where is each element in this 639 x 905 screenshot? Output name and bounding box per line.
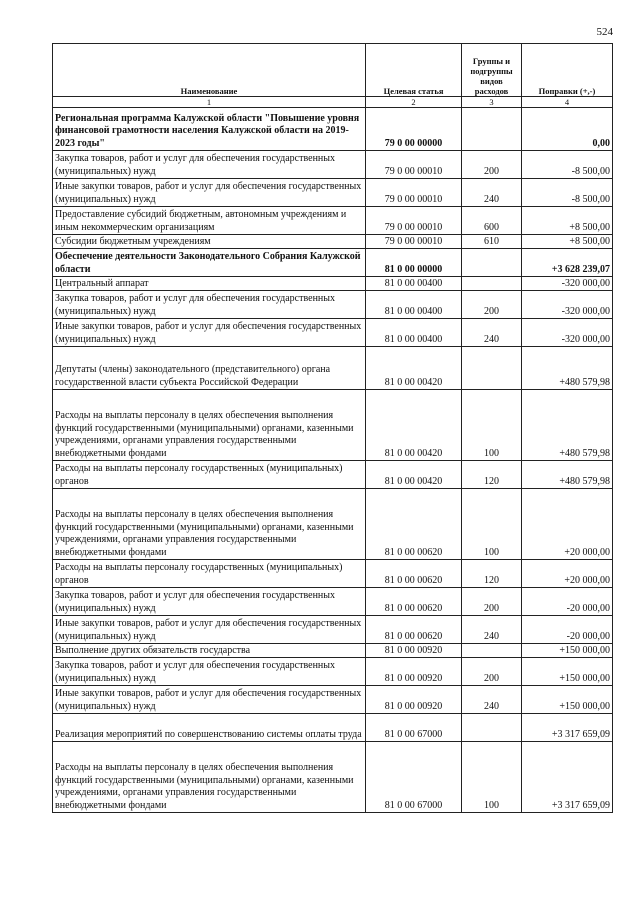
row-name: Выполнение других обязательств государства xyxy=(53,644,366,658)
row-name: Иные закупки товаров, работ и услуг для обеспечения государственных (муниципальных) нужд xyxy=(53,686,366,714)
row-target-article: 79 0 00 00000 xyxy=(366,108,462,151)
row-name: Расходы на выплаты персоналу в целях обеспечения выполнения функций государственными (муниципальными) органами, казенными учреждениями, органами управления государственными внебюджетными фондами xyxy=(53,390,366,461)
row-name: Предоставление субсидий бюджетным, автономным учреждениям и иным некоммерческим организациям xyxy=(53,207,366,235)
row-amendment: 0,00 xyxy=(522,108,613,151)
row-expense-group: 120 xyxy=(462,461,522,489)
table-row xyxy=(53,347,613,390)
row-amendment: -8 500,00 xyxy=(522,151,613,179)
row-expense-group: 100 xyxy=(462,390,522,461)
row-target-article: 81 0 00 00400 xyxy=(366,277,462,291)
row-expense-group: 100 xyxy=(462,742,522,813)
row-name: Расходы на выплаты персоналу государственных (муниципальных) органов xyxy=(53,461,366,489)
row-name: Субсидии бюджетным учреждениям xyxy=(53,235,366,249)
row-expense-group: 200 xyxy=(462,291,522,319)
row-amendment: +20 000,00 xyxy=(522,560,613,588)
row-expense-group: 100 xyxy=(462,489,522,560)
row-target-article: 81 0 00 00920 xyxy=(366,658,462,686)
row-name: Региональная программа Калужской области "Повышение уровня финансовой грамотности населения Калужской области на 2019-2023 годы" xyxy=(53,108,366,151)
table-row xyxy=(53,179,613,207)
row-amendment: -320 000,00 xyxy=(522,319,613,347)
row-expense-group xyxy=(462,714,522,742)
row-target-article: 81 0 00 00620 xyxy=(366,489,462,560)
row-target-article: 79 0 00 00010 xyxy=(366,207,462,235)
column-number: 2 xyxy=(366,97,462,108)
row-expense-group: 200 xyxy=(462,658,522,686)
row-expense-group: 200 xyxy=(462,588,522,616)
budget-amendments-table xyxy=(52,43,613,813)
table-row xyxy=(53,658,613,686)
table-row xyxy=(53,207,613,235)
row-amendment: +8 500,00 xyxy=(522,235,613,249)
page-number: 524 xyxy=(596,26,613,38)
table-row xyxy=(53,489,613,560)
row-target-article: 81 0 00 00000 xyxy=(366,249,462,277)
row-name: Иные закупки товаров, работ и услуг для обеспечения государственных (муниципальных) нужд xyxy=(53,319,366,347)
table-row xyxy=(53,108,613,151)
row-target-article: 81 0 00 00420 xyxy=(366,461,462,489)
table-row xyxy=(53,742,613,813)
row-target-article: 81 0 00 00420 xyxy=(366,390,462,461)
row-target-article: 81 0 00 67000 xyxy=(366,714,462,742)
column-number: 4 xyxy=(522,97,613,108)
column-number-row xyxy=(53,97,613,108)
row-name: Иные закупки товаров, работ и услуг для обеспечения государственных (муниципальных) нужд xyxy=(53,179,366,207)
table-row xyxy=(53,249,613,277)
row-name: Закупка товаров, работ и услуг для обеспечения государственных (муниципальных) нужд xyxy=(53,588,366,616)
row-name: Расходы на выплаты персоналу государственных (муниципальных) органов xyxy=(53,560,366,588)
row-name: Обеспечение деятельности Законодательного Собрания Калужской области xyxy=(53,249,366,277)
row-amendment: -320 000,00 xyxy=(522,277,613,291)
table-row xyxy=(53,686,613,714)
column-number: 3 xyxy=(462,97,522,108)
row-expense-group xyxy=(462,277,522,291)
row-name: Реализация мероприятий по совершенствованию системы оплаты труда xyxy=(53,714,366,742)
row-target-article: 81 0 00 00400 xyxy=(366,319,462,347)
table-row xyxy=(53,461,613,489)
row-expense-group: 610 xyxy=(462,235,522,249)
row-amendment: +150 000,00 xyxy=(522,686,613,714)
row-target-article: 79 0 00 00010 xyxy=(366,151,462,179)
table-row xyxy=(53,616,613,644)
row-name: Депутаты (члены) законодательного (представительного) органа государственной власти субъекта Российской Федерации xyxy=(53,347,366,390)
row-name: Закупка товаров, работ и услуг для обеспечения государственных (муниципальных) нужд xyxy=(53,151,366,179)
row-amendment: +480 579,98 xyxy=(522,390,613,461)
row-amendment: +150 000,00 xyxy=(522,658,613,686)
row-expense-group xyxy=(462,644,522,658)
header-name: Наименование xyxy=(53,44,366,97)
row-target-article: 79 0 00 00010 xyxy=(366,235,462,249)
row-name: Иные закупки товаров, работ и услуг для обеспечения государственных (муниципальных) нужд xyxy=(53,616,366,644)
row-amendment: +3 628 239,07 xyxy=(522,249,613,277)
row-target-article: 81 0 00 67000 xyxy=(366,742,462,813)
row-expense-group: 240 xyxy=(462,686,522,714)
row-target-article: 81 0 00 00620 xyxy=(366,560,462,588)
table-row xyxy=(53,277,613,291)
row-amendment: -320 000,00 xyxy=(522,291,613,319)
row-amendment: +20 000,00 xyxy=(522,489,613,560)
row-amendment: +480 579,98 xyxy=(522,461,613,489)
row-amendment: +480 579,98 xyxy=(522,347,613,390)
table-body xyxy=(53,108,613,813)
row-name: Расходы на выплаты персоналу в целях обеспечения выполнения функций государственными (муниципальными) органами, казенными учреждениями, органами управления государственными внебюджетными фондами xyxy=(53,742,366,813)
header-expense-groups: Группы и подгруппы видов расходов xyxy=(462,44,522,97)
column-number: 1 xyxy=(53,97,366,108)
table-row xyxy=(53,151,613,179)
row-target-article: 79 0 00 00010 xyxy=(366,179,462,207)
header-target-article: Целевая статья xyxy=(366,44,462,97)
table-row xyxy=(53,390,613,461)
row-name: Закупка товаров, работ и услуг для обеспечения государственных (муниципальных) нужд xyxy=(53,291,366,319)
table-header-row xyxy=(53,44,613,97)
row-expense-group: 200 xyxy=(462,151,522,179)
row-amendment: -20 000,00 xyxy=(522,616,613,644)
row-target-article: 81 0 00 00620 xyxy=(366,588,462,616)
row-expense-group xyxy=(462,347,522,390)
table-row xyxy=(53,644,613,658)
row-amendment: +3 317 659,09 xyxy=(522,714,613,742)
row-expense-group: 240 xyxy=(462,616,522,644)
header-amendments: Поправки (+,-) xyxy=(522,44,613,97)
table-row xyxy=(53,588,613,616)
row-expense-group: 120 xyxy=(462,560,522,588)
row-expense-group: 240 xyxy=(462,179,522,207)
row-expense-group: 240 xyxy=(462,319,522,347)
row-target-article: 81 0 00 00620 xyxy=(366,616,462,644)
row-target-article: 81 0 00 00920 xyxy=(366,644,462,658)
row-name: Центральный аппарат xyxy=(53,277,366,291)
row-amendment: +3 317 659,09 xyxy=(522,742,613,813)
row-expense-group xyxy=(462,249,522,277)
row-amendment: -20 000,00 xyxy=(522,588,613,616)
row-amendment: +150 000,00 xyxy=(522,644,613,658)
row-target-article: 81 0 00 00920 xyxy=(366,686,462,714)
row-name: Закупка товаров, работ и услуг для обеспечения государственных (муниципальных) нужд xyxy=(53,658,366,686)
row-amendment: -8 500,00 xyxy=(522,179,613,207)
table-row xyxy=(53,714,613,742)
row-name: Расходы на выплаты персоналу в целях обеспечения выполнения функций государственными (муниципальными) органами, казенными учреждениями, органами управления государственными внебюджетными фондами xyxy=(53,489,366,560)
row-target-article: 81 0 00 00420 xyxy=(366,347,462,390)
row-target-article: 81 0 00 00400 xyxy=(366,291,462,319)
row-expense-group xyxy=(462,108,522,151)
table-row xyxy=(53,291,613,319)
table-row xyxy=(53,235,613,249)
table-row xyxy=(53,560,613,588)
row-amendment: +8 500,00 xyxy=(522,207,613,235)
table-row xyxy=(53,319,613,347)
row-expense-group: 600 xyxy=(462,207,522,235)
